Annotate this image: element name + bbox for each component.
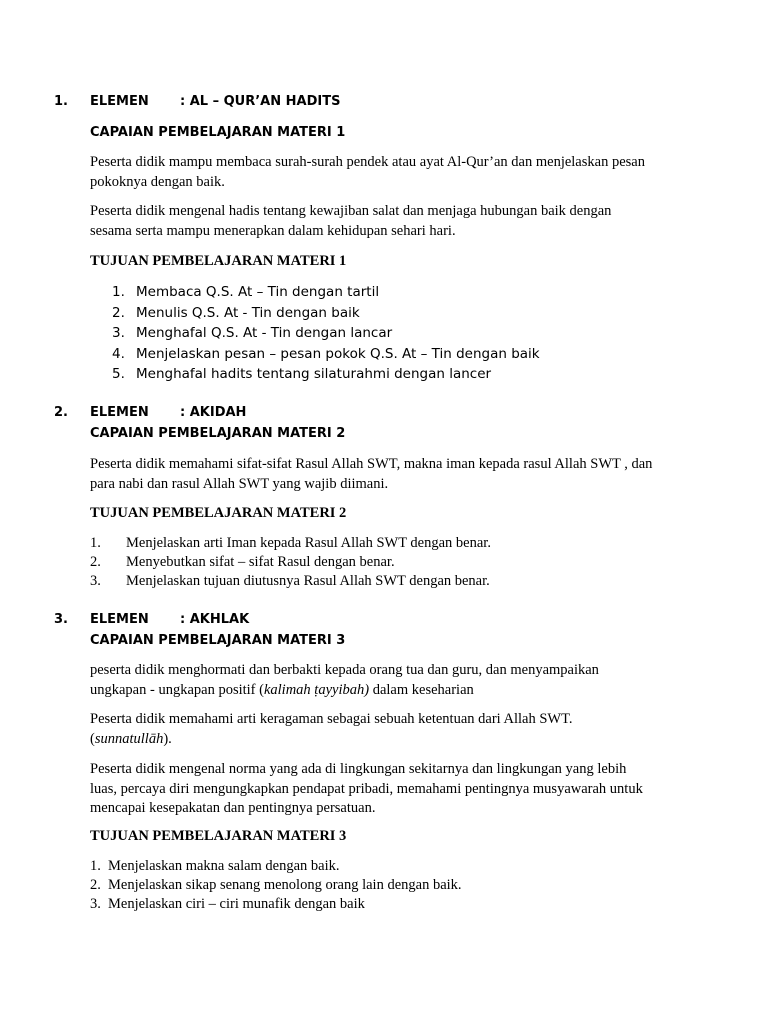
capaian-heading: CAPAIAN PEMBELAJARAN MATERI 3: [90, 633, 346, 648]
list-text: Menjelaskan ciri – ciri munafik dengan baik: [108, 896, 365, 912]
tujuan-heading: TUJUAN PEMBELAJARAN MATERI 2: [90, 505, 347, 521]
list-number: 1.: [112, 284, 125, 300]
italic-term: sunnatullāh: [94, 730, 164, 747]
elemen-value: : AKHLAK: [180, 612, 250, 627]
capaian-paragraph: [90, 710, 677, 749]
tujuan-list: [90, 534, 491, 591]
paragraph-line: Peserta didik memahami arti keragaman sebagai sebuah ketentuan dari Allah SWT.: [90, 711, 573, 727]
elemen-value: : AKIDAH: [180, 405, 247, 420]
paragraph-line: para nabi dan rasul Allah SWT yang wajib diimani.: [90, 475, 389, 492]
list-item: [90, 534, 491, 553]
list-number: 1.: [90, 535, 101, 551]
capaian-paragraph: [90, 760, 677, 819]
list-item: [90, 876, 462, 895]
list-item: [112, 282, 540, 303]
tujuan-list: [90, 857, 462, 914]
capaian-paragraph: [90, 153, 677, 192]
paragraph-line: mencapai kesepakatan dan pentingnya persatuan.: [90, 800, 376, 816]
paragraph-line: luas, percaya diri mengungkapkan pendapat pribadi, memahami pentingnya musyawarah untuk: [90, 780, 643, 797]
list-text: Menjelaskan pesan – pesan pokok Q.S. At – Tin dengan baik: [136, 345, 540, 362]
paragraph-line: Peserta didik mampu membaca surah-surah pendek atau ayat Al-Qur’an dan menjelaskan pesan: [90, 154, 645, 170]
list-text: Menyebutkan sifat – sifat Rasul dengan benar.: [126, 554, 395, 570]
capaian-paragraph: [90, 661, 599, 700]
capaian-heading: CAPAIAN PEMBELAJARAN MATERI 2: [90, 426, 346, 441]
tujuan-list: [112, 282, 540, 385]
list-number: 1.: [90, 858, 101, 874]
list-item: [112, 323, 540, 344]
list-text: Menjelaskan sikap senang menolong orang lain dengan baik.: [108, 877, 462, 893]
list-text: Menulis Q.S. At - Tin dengan baik: [136, 304, 360, 321]
list-number: 5.: [112, 366, 125, 382]
list-text: Menjelaskan tujuan diutusnya Rasul Allah SWT dengan benar.: [126, 573, 490, 589]
list-item: [112, 344, 540, 365]
list-item: [112, 303, 540, 324]
list-number: 3.: [90, 896, 101, 912]
list-text: Membaca Q.S. At – Tin dengan tartil: [136, 284, 380, 300]
elemen-label: ELEMEN: [90, 94, 149, 109]
capaian-heading: CAPAIAN PEMBELAJARAN MATERI 1: [90, 125, 346, 140]
list-text: Menghafal hadits tentang silaturahmi dengan lancer: [136, 366, 492, 382]
list-item: [90, 572, 491, 591]
list-number: 3.: [112, 325, 125, 341]
paragraph-line: sesama serta mampu menerapkan dalam kehidupan sehari hari.: [90, 222, 456, 239]
paragraph-line: Peserta didik memahami sifat-sifat Rasul Allah SWT, makna iman kepada rasul Allah SWT , dan: [90, 456, 653, 472]
paragraph-text: ungkapan - ungkapan positif (: [90, 681, 264, 698]
list-item: [90, 553, 491, 572]
list-number: 4.: [112, 345, 125, 362]
italic-term: kalimah ṭayyibah): [263, 681, 370, 698]
elemen-value: : AL – QUR’AN HADITS: [180, 94, 341, 109]
paragraph-line: peserta didik menghormati dan berbakti kepada orang tua dan guru, dan menyampaikan: [90, 662, 599, 678]
paragraph-text: (: [90, 730, 95, 747]
section-number: 1.: [54, 94, 68, 109]
paragraph-text: dalam keseharian: [369, 681, 474, 698]
tujuan-heading: TUJUAN PEMBELAJARAN MATERI 3: [90, 828, 347, 844]
paragraph-line: Peserta didik mengenal hadis tentang kewajiban salat dan menjaga hubungan baik dengan: [90, 203, 612, 219]
list-item: [90, 857, 462, 876]
elemen-label: ELEMEN: [90, 612, 149, 627]
paragraph-line: Peserta didik mengenal norma yang ada di lingkungan sekitarnya dan lingkungan yang lebih: [90, 761, 627, 777]
list-item: [90, 895, 462, 914]
list-number: 2.: [90, 554, 101, 570]
list-item: [112, 364, 540, 385]
section-number: 3.: [54, 612, 68, 627]
list-number: 2.: [112, 304, 125, 321]
list-number: 2.: [90, 877, 101, 893]
tujuan-heading: TUJUAN PEMBELAJARAN MATERI 1: [90, 253, 347, 269]
list-text: Menghafal Q.S. At - Tin dengan lancar: [136, 325, 393, 341]
list-text: Menjelaskan arti Iman kepada Rasul Allah SWT dengan benar.: [126, 535, 491, 551]
elemen-label: ELEMEN: [90, 405, 149, 420]
list-number: 3.: [90, 573, 101, 589]
paragraph-line: pokoknya dengan baik.: [90, 173, 225, 190]
capaian-paragraph: [90, 202, 611, 241]
capaian-paragraph: [90, 455, 652, 494]
list-text: Menjelaskan makna salam dengan baik.: [108, 858, 340, 874]
section-number: 2.: [54, 405, 68, 420]
paragraph-text: ).: [163, 730, 172, 747]
